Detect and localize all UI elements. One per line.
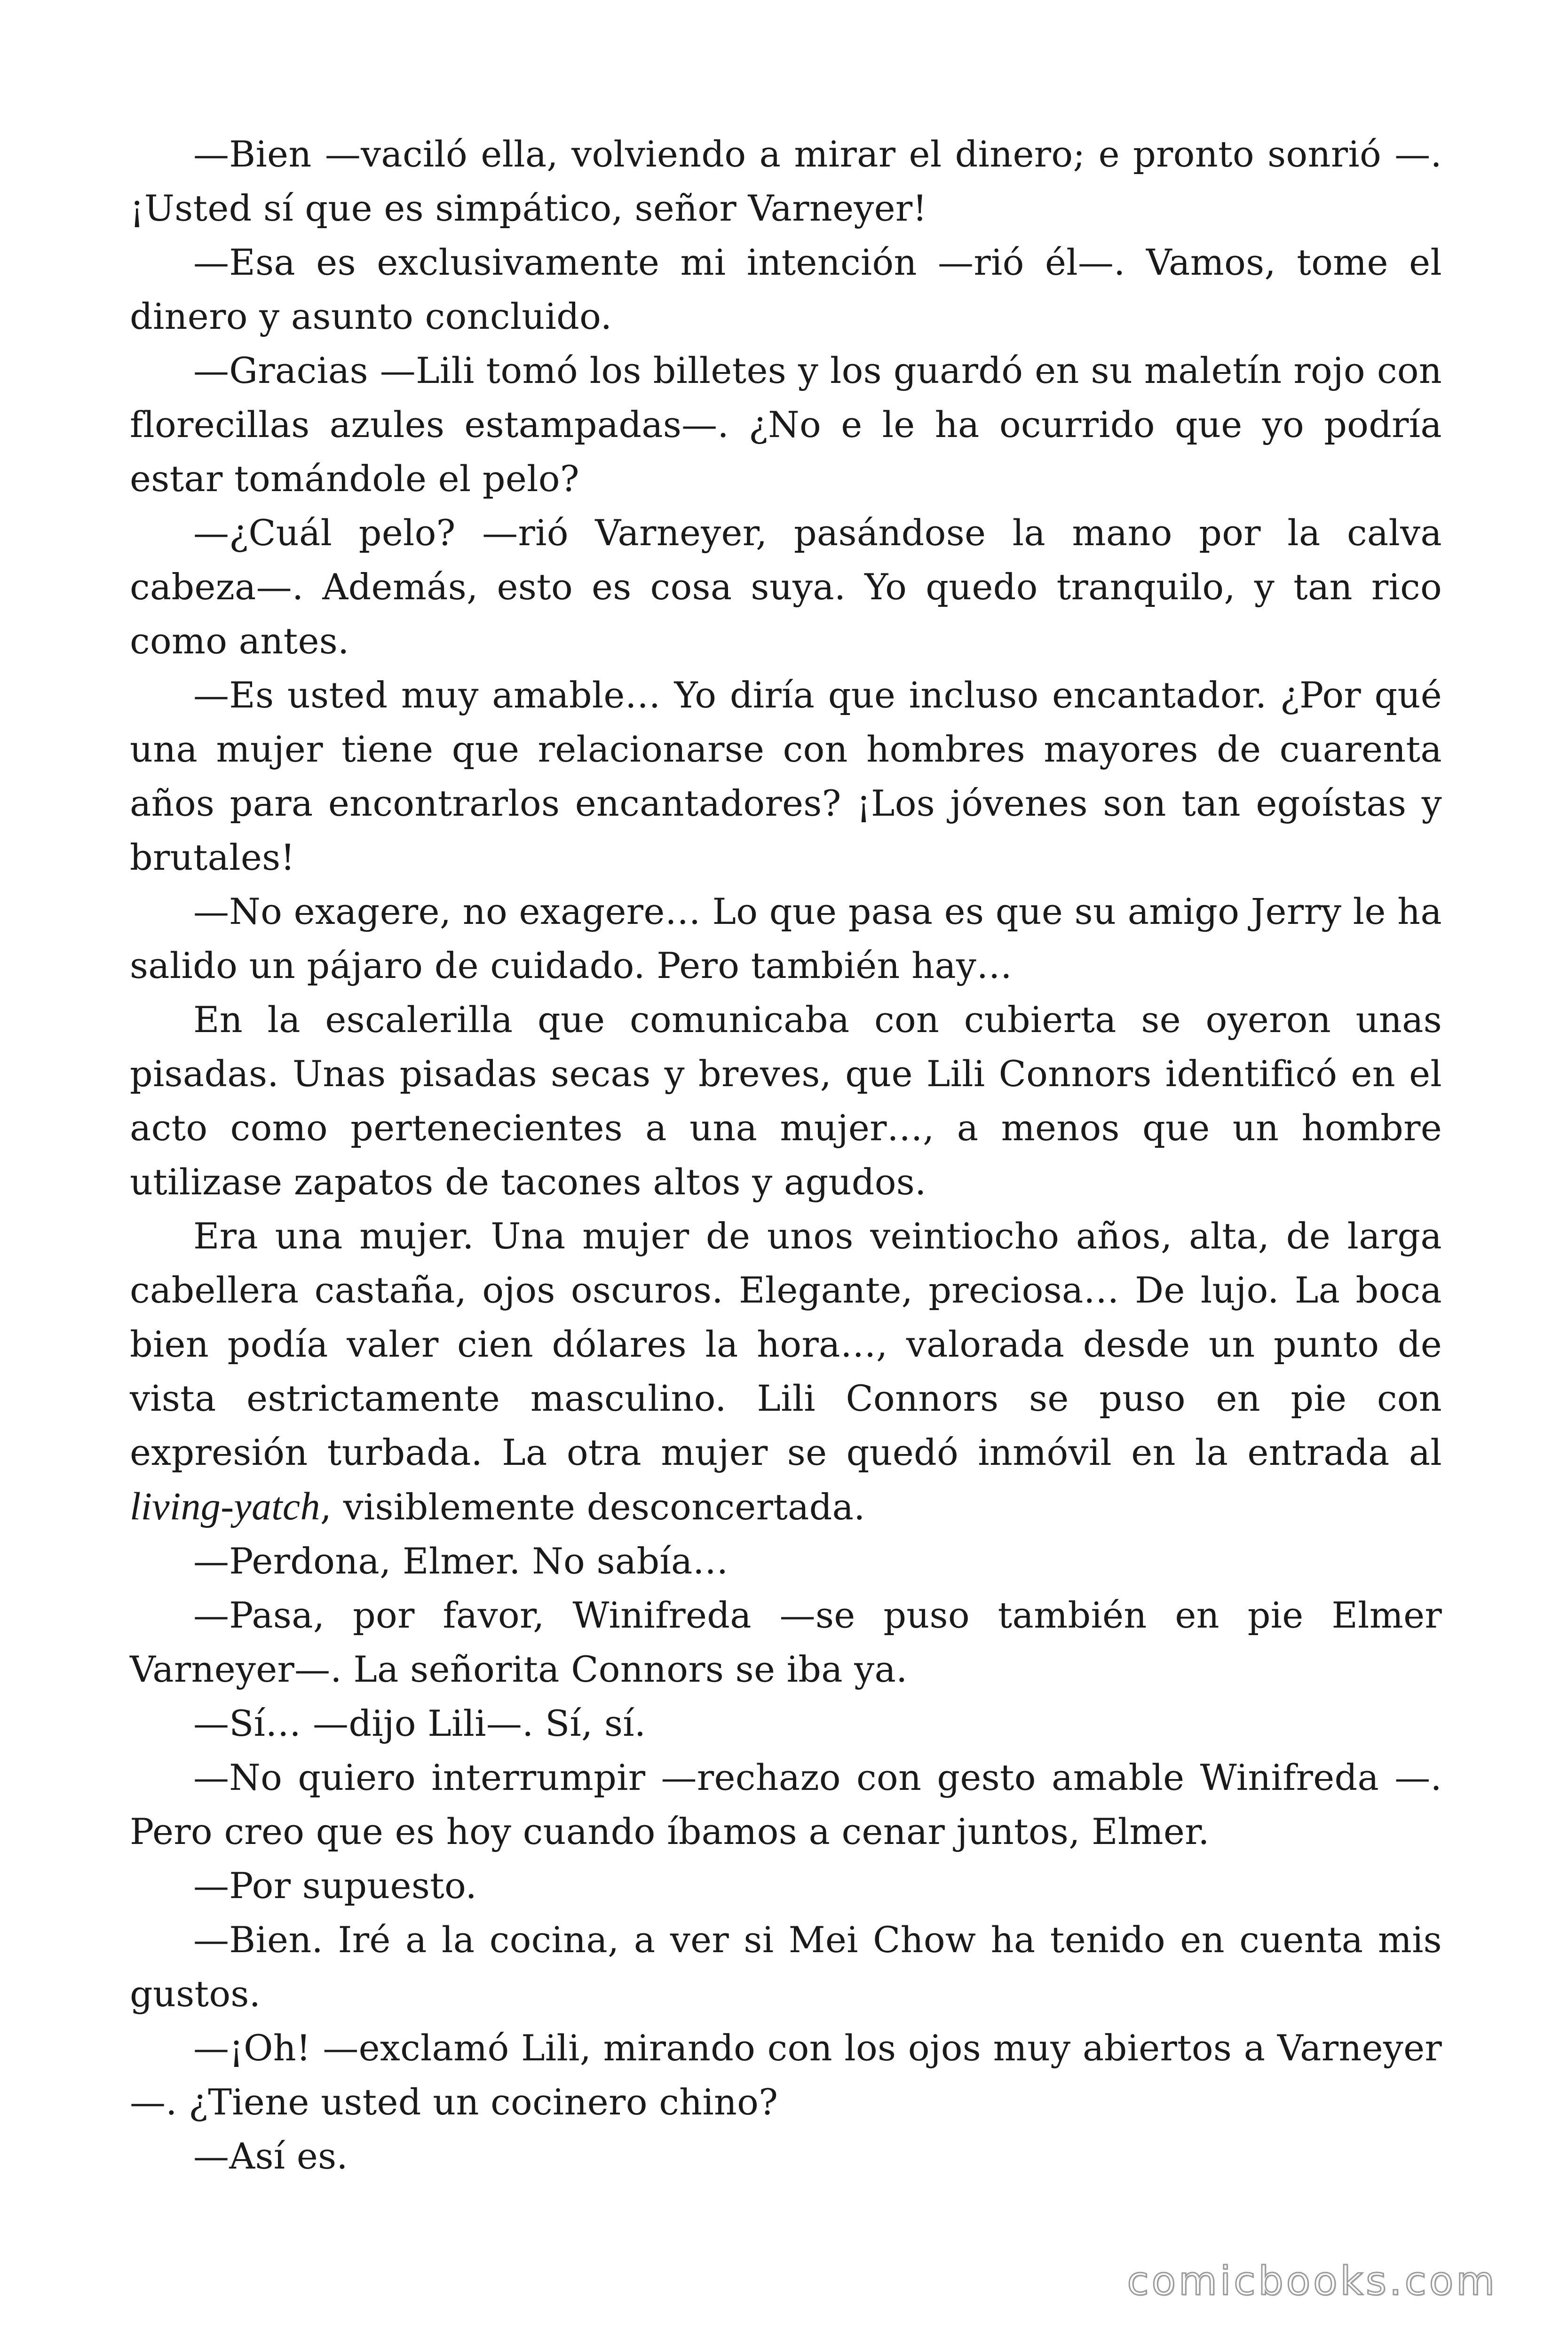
paragraph: —No exagere, no exagere… Lo que pasa es que su amigo Jerry le ha salido un pájaro de cuidado. Pero también hay… xyxy=(130,890,1442,986)
paragraph: En la escalerilla que comunicaba con cubierta se oyeron unas pisadas. Unas pisadas secas y breves, que Lili Connors identificó en el acto como pertenecientes a una mujer…, a menos que un hombre utilizase zapatos de tacones altos y agudos. xyxy=(130,999,1442,1203)
paragraph: —Bien —vaciló ella, volviendo a mirar el dinero; e pronto sonrió —. ¡Usted sí que es simpático, señor Varneyer! xyxy=(130,133,1442,229)
paragraph: —Es usted muy amable… Yo diría que incluso encantador. ¿Por qué una mujer tiene que relacionarse con hombres mayores de cuarenta años para encontrarlos encantadores? ¡Los jóvenes son tan egoístas y brutales! xyxy=(130,674,1442,878)
italic-phrase: living-yatch xyxy=(130,1485,320,1528)
paragraph: —Perdona, Elmer. No sabía… xyxy=(193,1540,729,1582)
paragraph: —Esa es exclusivamente mi intención —rió él—. Vamos, tome el dinero y asunto concluido. xyxy=(130,241,1442,337)
paragraph-text-after: , visiblemente desconcertada. xyxy=(320,1486,865,1528)
watermark-text: comicbooks.com xyxy=(1127,2258,1497,2304)
paragraph: —Así es. xyxy=(193,2135,348,2177)
paragraph-text-before: Era una mujer. Una mujer de unos veintiocho años, alta, de larga cabellera castaña, ojos oscuros. Elegante, preciosa… De lujo. La boca bien podía valer cien dólares la hora…, valorada desde un punto de vista estrictamente masculino. Lili Connors se puso en pie con expresión turbada. La otra mujer se quedó inmóvil en la entrada al xyxy=(130,1215,1442,1473)
paragraph-with-italic xyxy=(130,1209,1442,1534)
paragraph: —Pasa, por favor, Winifreda —se puso también en pie Elmer Varneyer—. La señorita Connors se iba ya. xyxy=(130,1594,1442,1690)
paragraph: —Gracias —Lili tomó los billetes y los guardó en su maletín rojo con florecillas azules estampadas—. ¿No e le ha ocurrido que yo podría estar tomándole el pelo? xyxy=(130,350,1442,500)
paragraph: —¿Cuál pelo? —rió Varneyer, pasándose la mano por la calva cabeza—. Además, esto es cosa suya. Yo quedo tranquilo, y tan rico como antes. xyxy=(130,512,1442,662)
paragraph: —¡Oh! —exclamó Lili, mirando con los ojos muy abiertos a Varneyer—. ¿Tiene usted un cocinero chino? xyxy=(130,2027,1442,2123)
paragraph: —Bien. Iré a la cocina, a ver si Mei Chow ha tenido en cuenta mis gustos. xyxy=(130,1919,1442,2015)
book-page-text xyxy=(130,127,1442,2183)
paragraph: —No quiero interrumpir —rechazo con gesto amable Winifreda —. Pero creo que es hoy cuando íbamos a cenar juntos, Elmer. xyxy=(130,1756,1442,1852)
paragraph: —Por supuesto. xyxy=(193,1865,477,1907)
paragraph: —Sí… —dijo Lili—. Sí, sí. xyxy=(193,1702,646,1744)
